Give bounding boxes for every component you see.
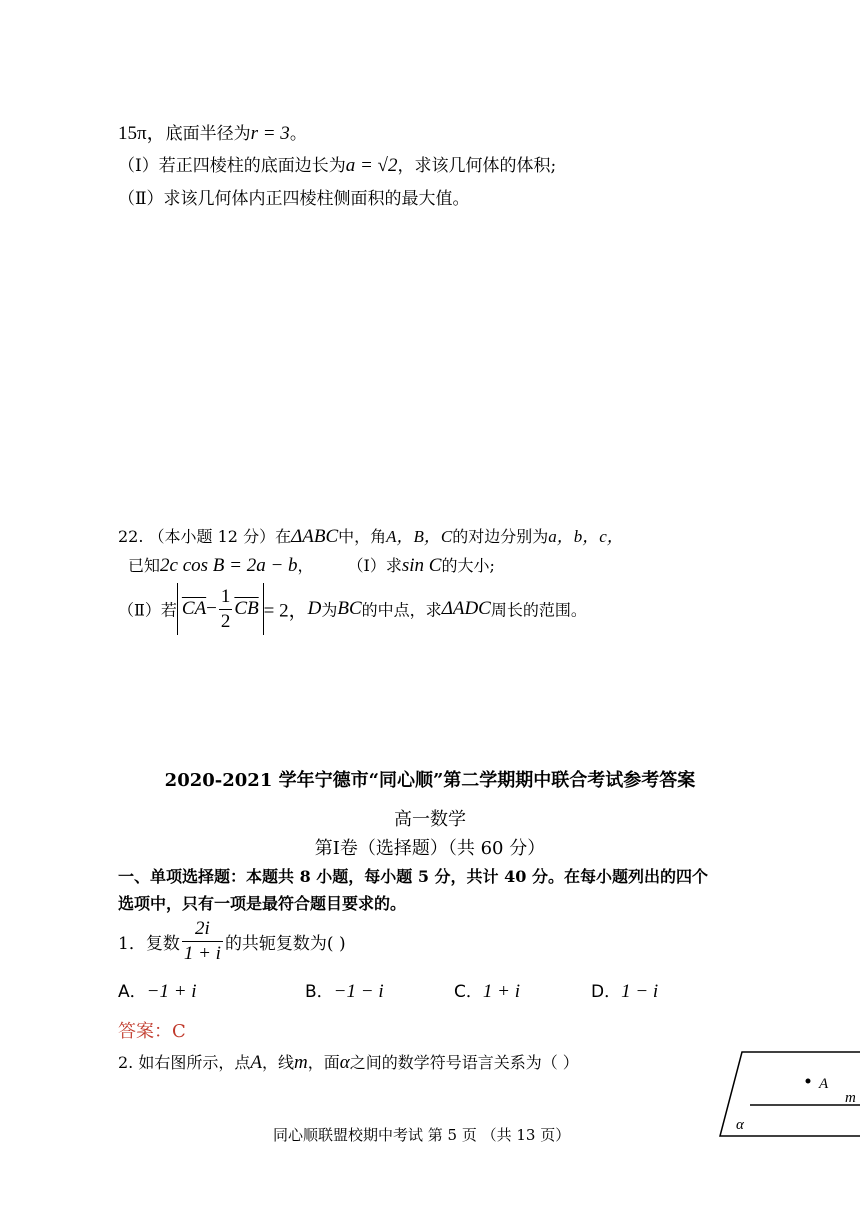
q22-given: 已知2c cos B = 2a − b， （Ⅰ）求sin C的大小; (128, 555, 495, 576)
mc-question-2: 2. 如右图所示，点A，线m，面α之间的数学符号语言关系为（ ） (118, 1052, 579, 1073)
complex-fraction: $\frac{2i}{1 + i}$ (183, 918, 221, 964)
answer-title: 2020-2021 学年宁德市“同心顺”第二学期期中联合考试参考答案 (164, 770, 696, 791)
label-a: A (819, 1076, 829, 1092)
section-instructions-line2: 选项中，只有一项是最符合题目要求的。 (118, 894, 407, 913)
option-c: C．1 + i (454, 981, 520, 1002)
option-a: A．−1 + i (118, 981, 197, 1002)
answer-label: 答案：C (118, 1021, 186, 1042)
plane-line-point-figure (700, 1046, 860, 1146)
label-alpha: α (736, 1117, 744, 1133)
option-b: B．−1 − i (305, 981, 384, 1002)
page-footer: 同心顺联盟校期中考试 第 5 页 （共 13 页） (273, 1126, 571, 1144)
q22-heading: 22. （本小题 12 分）在ΔABC中，角A，B，C的对边分别为a，b，c， (118, 526, 624, 547)
label-m: m (845, 1090, 856, 1106)
volume-heading: 第Ⅰ卷（选择题）（共 60 分） (314, 838, 546, 859)
option-d: D．1 − i (591, 981, 659, 1002)
q22-part2: （Ⅱ）若 $\overline{CA}-$ $\frac{1}{2}$ $\overline{CB} = 2$，D为BC的中点，求ΔADC周长的范围。 (118, 583, 587, 635)
half-fraction: $\frac{1}{2}$ (220, 586, 231, 632)
intro-line: 15π，底面半径为r = 3。 (118, 123, 307, 144)
question-part-2: （Ⅱ）求该几何体内正四棱柱侧面积的最大值。 (118, 189, 470, 209)
mc-question-1: 1．复数 $\frac{2i}{1 + i}$ 的共轭复数为( ) (118, 918, 346, 964)
subject-heading: 高一数学 (394, 809, 466, 830)
vector-magnitude: $\overline{CA}-$ $\frac{1}{2}$ $\overline{CB}$ (177, 583, 264, 635)
point-a (806, 1079, 811, 1084)
question-part-1: （Ⅰ）若正四棱柱的底面边长为a = √2，求该几何体的体积; (118, 155, 557, 176)
section-instructions-line1: 一、单项选择题：本题共 8 小题，每小题 5 分，共计 40 分。在每小题列出的四个 (118, 867, 708, 886)
